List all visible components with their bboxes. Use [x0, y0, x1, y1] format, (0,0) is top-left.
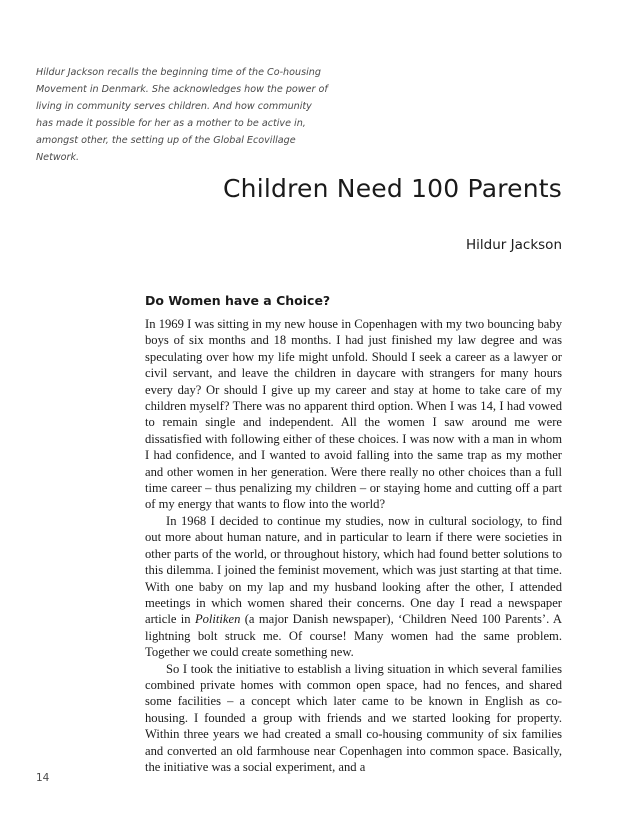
paragraph: In 1969 I was sitting in my new house in Copenhagen with my two bouncing baby boys of six months and 18 months. I had just finished my law degree and was speculating over how my life might unfold. Should I seek a career as a lawyer or civil servant, and leave the children in daycare with strangers for many hours every day? Or should I give up my career and stay at home to take care of my children myself? There was no apparent third option. When I was 14, I had vowed to remain single and independent. All the women I saw around me were dissatisfied with following either of these choices. I was now with a man in whom I had confidence, and I wanted to avoid falling into the same trap as my mother and other women in her generation. Were there really no other choices than a full time career – thus penalizing my children – or staying home and cutting off a part of my energy that wants to flow into the world? [145, 317, 562, 512]
section-heading: Do Women have a Choice? [145, 293, 331, 308]
paragraph-text: (a major Danish newspaper), ‘Children Need 100 Parents’. A lightning bolt struck me. Of course! Many women had the same problem. Together we could create something new. [145, 612, 562, 660]
chapter-title: Children Need 100 Parents [223, 174, 562, 203]
author-name: Hildur Jackson [466, 237, 562, 253]
paragraph-text: In 1968 I decided to continue my studies, now in cultural sociology, to find out more about human nature, and in particular to learn if there were societies in other parts of the world, or throughout history, which had found better solutions to this dilemma. I joined the feminist movement, which was just starting at that time. With one baby on my lap and my husband looking after the other, I attended meetings in which women shared their concerns. One day I read a newspaper article in [145, 513, 562, 627]
body-text [145, 316, 562, 775]
paragraph: So I took the initiative to establish a living situation in which several families combined private homes with common open space, had no fences, and shared some facilities – a concept which later came to be known in English as co-housing. I founded a group with friends and we started looking for property. Within three years we had created a small co-housing community of six families and converted an old farmhouse near Copenhagen into common space. Basically, the initiative was a social experiment, and a [145, 661, 562, 774]
intro-blurb: Hildur Jackson recalls the beginning time of the Co-housing Movement in Denmark. She acknowledges how the power of living in community serves children. And how community has made it possible for her as a mother to be active in, amongst other, the setting up of the Global Ecovillage Network. [36, 67, 328, 163]
page-number: 14 [36, 772, 50, 784]
paragraph [145, 513, 562, 661]
newspaper-name: Politiken [194, 612, 241, 627]
